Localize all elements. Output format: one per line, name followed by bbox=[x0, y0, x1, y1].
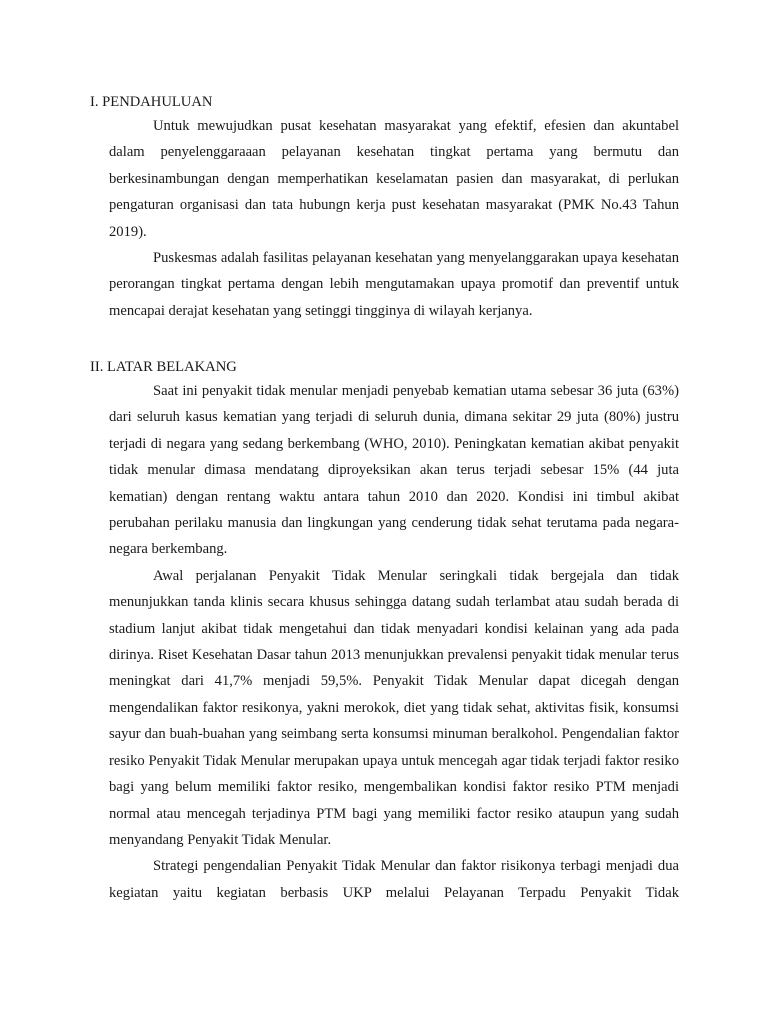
section-latar-belakang bbox=[0, 356, 768, 906]
paragraph: Awal perjalanan Penyakit Tidak Menular seringkali tidak bergejala dan tidak menunjukkan tanda klinis secara khusus sehingga datang sudah terlambat atau sudah berada di stadium lanjut akibat tidak mengetahui dan tidak menyadari kondisi kelainan yang ada pada dirinya. Riset Kesehatan Dasar tahun 2013 menunjukkan prevalensi penyakit tidak menular terus meningkat dari 41,7% menjadi 59,5%. Penyakit Tidak Menular dapat dicegah dengan mengendalikan faktor resikonya, yakni merokok, diet yang tidak sehat, aktivitas fisik, konsumsi sayur dan buah-buahan yang seimbang serta konsumsi minuman beralkohol. Pengendalian faktor resiko Penyakit Tidak Menular merupakan upaya untuk mencegah agar tidak terjadi faktor resiko bagi yang belum memiliki faktor resiko, mengembalikan kondisi faktor resiko PTM menjadi normal atau mencegah terjadinya PTM bagi yang memiliki factor resiko ataupun yang sudah menyandang Penyakit Tidak Menular. bbox=[109, 567, 679, 848]
section-heading: II. LATAR BELAKANG bbox=[90, 359, 237, 375]
paragraph: Puskesmas adalah fasilitas pelayanan kesehatan yang menyelanggarakan upaya kesehatan perorangan tingkat pertama dengan lebih mengutamakan upaya promotif dan preventif untuk mencapai derajat kesehatan yang setinggi tingginya di wilayah kerjanya. bbox=[109, 250, 679, 319]
paragraph: Untuk mewujudkan pusat kesehatan masyarakat yang efektif, efesien dan akuntabel dalam penyelenggaraaan pelayanan kesehatan tingkat pertama yang bermutu dan berkesinambungan dengan memperhatikan keselamatan pasien dan masyarakat, di perlukan pengaturan organisasi dan tata hubungn kerja pust kesehatan masyarakat (PMK No.43 Tahun 2019). bbox=[109, 118, 679, 240]
paragraph: Saat ini penyakit tidak menular menjadi penyebab kematian utama sebesar 36 juta (63%) dari seluruh kasus kematian yang terjadi di seluruh dunia, dimana sekitar 29 juta (80%) justru terjadi di negara yang sedang berkembang (WHO, 2010). Peningkatan kematian akibat penyakit tidak menular dimasa mendatang diproyeksikan akan terus terjadi sebesar 15% (44 juta kematian) dengan rentang waktu antara tahun 2010 dan 2020. Kondisi ini timbul akibat perubahan perilaku manusia dan lingkungan yang cenderung tidak sehat terutama pada negara-negara berkembang. bbox=[109, 383, 679, 558]
section-pendahuluan bbox=[0, 91, 768, 324]
section-heading: I. PENDAHULUAN bbox=[90, 94, 213, 110]
paragraph-last: Strategi pengendalian Penyakit Tidak Menular dan faktor risikonya terbagi menjadi dua kegiatan yaitu kegiatan berbasis UKP melalui Pelayanan Terpadu Penyakit Tidak bbox=[109, 858, 679, 901]
